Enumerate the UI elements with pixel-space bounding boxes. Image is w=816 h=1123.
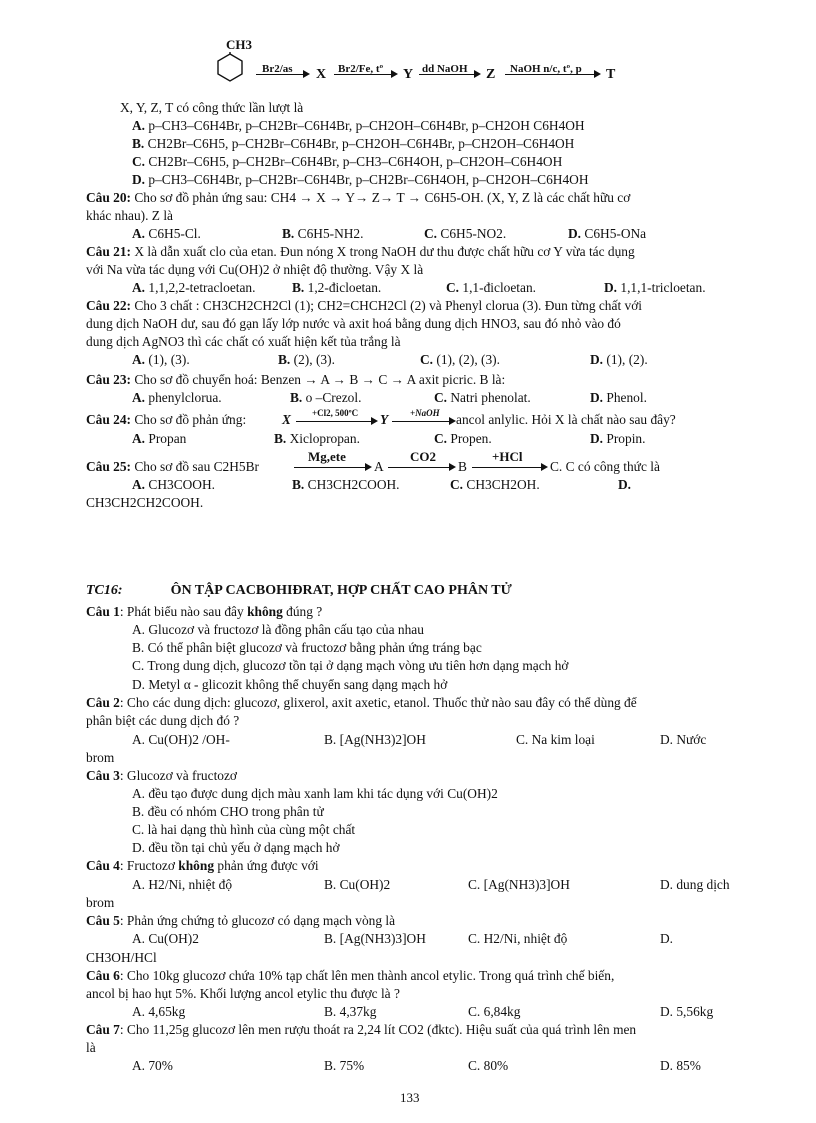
c7-option-a: A. 70% [132,1058,173,1073]
arrow-label-4: NaOH n/c, tº, p [510,63,582,75]
c3-text: Câu 3: Glucozơ và fructozơ [86,768,238,783]
q21-option-c: C. 1,1-đicloetan. [446,280,537,295]
q25-arrow-label-3: +HCl [492,449,523,464]
c6-option-b: B. 4,37kg [324,1004,377,1019]
q24-arrow-label-1: +Cl2, 500ºC [312,408,359,418]
benzene-ring-icon [216,52,244,82]
q21-text: Câu 21: X là dẫn xuất clo của etan. Đun nóng X trong NaOH dư thu được chất hữu cơ Y vừa tác dụng [86,244,635,259]
q19-option-b: B. CH2Br–C6H5, p–CH2Br–C6H4Br, p–CH2OH–C6H4Br, p–CH2OH–C6H4OH [132,136,575,151]
q24-option-a: A. Propan [132,431,187,446]
c3-option-d: D. đều tồn tại chủ yếu ở dạng mạch hở [132,840,340,855]
c1-text: Câu 1: Phát biểu nào sau đây không đúng ? [86,604,323,619]
c3-option-b: B. đều có nhóm CHO trong phân tử [132,804,324,819]
c6-text: Câu 6: Cho 10kg glucozơ chứa 10% tạp chất lên men thành ancol etylic. Trong quá trình chế biến, [86,968,615,983]
q20-option-b: B. C6H5-NH2. [282,226,364,241]
q19-option-c: C. CH2Br–C6H5, p–CH2Br–C6H4Br, p–CH3–C6H4OH, p–CH2OH–C6H4OH [132,154,563,169]
q23-option-c: C. Natri phenolat. [434,390,531,405]
section-heading [86,582,512,600]
q25-option-b: B. CH3CH2COOH. [292,477,400,492]
page-number: 133 [400,1090,420,1105]
c4-wrap: brom [86,895,115,910]
q19-option-a: A. p–CH3–C6H4Br, p–CH2Br–C6H4Br, p–CH2OH–C6H4Br, p–CH2OH C6H4OH [132,118,585,133]
q23-option-d: D. Phenol. [590,390,647,405]
q25-option-c: C. CH3CH2OH. [450,477,540,492]
q25-option-d-wrap: CH3CH2CH2COOH. [86,495,204,510]
c4-option-a: A. H2/Ni, nhiệt độ [132,877,233,892]
q23-text: Câu 23: Cho sơ đồ chuyển hoá: Benzen → A → B → C → A axit picric. B là: [86,372,506,387]
q24-y: Y [380,412,389,427]
q25-text-b: C. C có công thức là [550,459,660,474]
q21-option-b: B. 1,2-đicloetan. [292,280,382,295]
q25-option-a: A. CH3COOH. [132,477,215,492]
c5-option-b: B. [Ag(NH3)3]OH [324,931,426,946]
q21-option-a: A. 1,1,2,2-tetracloetan. [132,280,256,295]
section-title: ÔN TẬP CACBOHIĐRAT, HỢP CHẤT CAO PHÂN TỬ [170,583,512,598]
c3-option-a: A. đều tạo được dung dịch màu xanh lam khi tác dụng với Cu(OH)2 [132,786,498,801]
c2-option-b: B. [Ag(NH3)2]OH [324,732,426,747]
q24-option-b: B. Xiclopropan. [274,431,360,446]
arrow-icon [472,467,546,468]
q19-prompt: X, Y, Z, T có công thức lần lượt là [120,100,304,115]
q21-text-2: với Na vừa tác dụng với Cu(OH)2 ở nhiệt độ thường. Vậy X là [86,262,424,277]
scheme-start-label: CH3 [226,37,252,52]
q24-option-c: C. Propen. [434,431,492,446]
q22-text: Câu 22: Cho 3 chất : CH3CH2CH2Cl (1); CH2=CHCH2Cl (2) và Phenyl clorua (3). Đun từng chất với [86,298,643,313]
q22-option-b: B. (2), (3). [278,352,335,367]
c6-option-d: D. 5,56kg [660,1004,714,1019]
q25-arrow-label-2: CO2 [410,449,436,464]
c2-text: Câu 2: Cho các dung dịch: glucozơ, glixerol, axit axetic, etanol. Thuốc thử nào sau đây có thể dùng để [86,695,637,710]
q22-text-2: dung dịch NaOH dư, sau đó gạn lấy lớp nước và axit hoá bằng dung dịch HNO3, sau đó nhỏ vào đó [86,316,621,331]
c3-option-c: C. là hai dạng thù hình của cùng một chất [132,822,356,837]
section-code: TC16: [86,583,123,598]
c7-option-c: C. 80% [468,1058,509,1073]
arrow-label-3: dd NaOH [422,63,468,75]
c1-option-b: B. Có thể phân biệt glucozơ và fructozơ bằng phản ứng tráng bạc [132,640,482,655]
c5-option-c: C. H2/Ni, nhiệt độ [468,931,568,946]
q22-option-a: A. (1), (3). [132,352,190,367]
c6-option-a: A. 4,65kg [132,1004,186,1019]
q25-text: Câu 25: Cho sơ đồ sau C2H5Br [86,459,260,474]
c6-option-c: C. 6,84kg [468,1004,521,1019]
arrow-icon [294,467,370,468]
q24-text: Câu 24: Cho sơ đồ phản ứng: [86,412,247,427]
arrow-label-2: Br2/Fe, tº [338,63,384,75]
arrow-icon [505,74,599,75]
arrow-icon [296,421,376,422]
q25-a: A [374,459,384,474]
q25-option-d: D. [618,477,632,492]
arrow-icon [419,74,479,75]
c1-option-a: A. Glucozơ và fructozơ là đồng phân cấu tạo của nhau [132,622,424,637]
c7-option-b: B. 75% [324,1058,365,1073]
q22-option-d: D. (1), (2). [590,352,648,367]
c2-option-c: C. Na kim loại [516,732,595,747]
q20-option-d: D. C6H5-ONa [568,226,647,241]
q20-text-2: khác nhau). Z là [86,208,173,223]
q22-option-c: C. (1), (2), (3). [420,352,500,367]
c4-text: Câu 4: Fructozơ không phản ứng được với [86,858,319,873]
c4-option-c: C. [Ag(NH3)3]OH [468,877,570,892]
c2-text-2: phân biệt các dung dịch đó ? [86,713,240,728]
q24-text-b: ancol anlylic. Hỏi X là chất nào sau đây? [456,412,676,427]
c2-wrap: brom [86,750,115,765]
q20-option-a: A. C6H5-Cl. [132,226,201,241]
c7-option-d: D. 85% [660,1058,701,1073]
c1-option-d: D. Metyl α - glicozit không thể chuyển sang dạng mạch hở [132,677,448,692]
q20-text: Câu 20: Cho sơ đồ phản ứng sau: CH4 → X → Y→ Z→ T → C6H5-OH. (X, Y, Z là các chất hữu cơ [86,190,631,205]
q23-option-a: A. phenylclorua. [132,390,222,405]
c5-text: Câu 5: Phản ứng chứng tỏ glucozơ có dạng mạch vòng là [86,913,396,928]
arrow-icon [392,421,454,422]
c6-text-2: ancol bị hao hụt 5%. Khối lượng ancol etylic thu được là ? [86,986,400,1001]
q25-b: B [458,459,467,474]
arrow-icon [334,74,396,75]
c5-option-a: A. Cu(OH)2 [132,931,199,946]
q25-arrow-label-1: Mg,ete [308,449,346,464]
product-x: X [316,67,327,82]
c7-text: Câu 7: Cho 11,25g glucozơ lên men rượu thoát ra 2,24 lít CO2 (đktc). Hiệu suất của quá trình lên men [86,1022,637,1037]
c4-option-b: B. Cu(OH)2 [324,877,391,892]
c1-option-c: C. Trong dung dịch, glucozơ tồn tại ở dạng mạch vòng ưu tiên hơn dạng mạch hở [132,658,569,673]
q23-option-b: B. o –Crezol. [290,390,362,405]
product-z: Z [486,67,496,82]
c7-text-2: là [86,1040,96,1055]
arrow-icon [388,467,454,468]
q20-option-c: C. C6H5-NO2. [424,226,507,241]
arrow-icon [256,74,308,75]
c4-option-d: D. dung dịch [660,877,730,892]
product-y: Y [403,67,414,82]
c2-option-d: D. Nước [660,732,707,747]
c2-option-a: A. Cu(OH)2 /OH- [132,732,230,747]
q24-arrow-label-2: +NaOH [410,408,440,418]
c5-option-d: D. [660,931,674,946]
arrow-label-1: Br2/as [262,63,293,75]
q24-option-d: D. Propin. [590,431,646,446]
q21-option-d: D. 1,1,1-tricloetan. [604,280,706,295]
product-t: T [606,67,616,82]
q24-x: X [282,412,291,427]
q22-text-3: dung dịch AgNO3 thì các chất có xuất hiện kết tủa trắng là [86,334,401,349]
c5-wrap: CH3OH/HCl [86,950,157,965]
q19-option-d: D. p–CH3–C6H4Br, p–CH2Br–C6H4Br, p–CH2Br–C6H4OH, p–CH2OH–C6H4OH [132,172,589,187]
